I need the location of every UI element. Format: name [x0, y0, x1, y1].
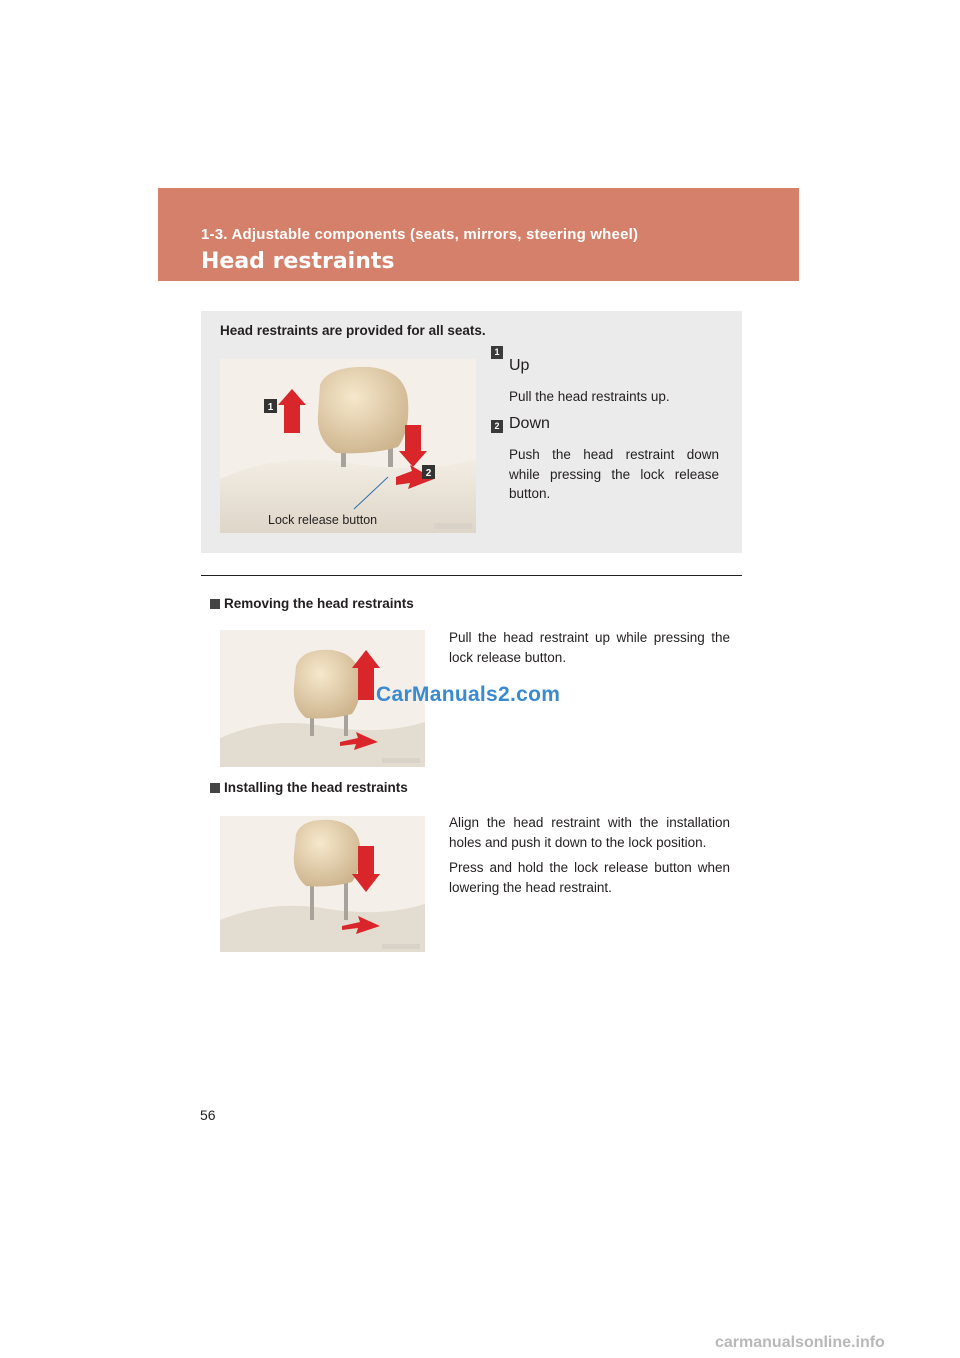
lock-release-label: Lock release button [268, 513, 378, 527]
installing-illustration [220, 816, 425, 952]
svg-text:2: 2 [425, 468, 432, 479]
intro-text: Head restraints are provided for all seats. [220, 323, 486, 338]
step-number-badge: 2 [491, 420, 503, 433]
bullet-square-icon [210, 599, 220, 609]
step-number-badge: 1 [491, 346, 503, 359]
head-restraint-illustration [220, 359, 476, 533]
installing-text-1: Align the head restraint with the installation holes and push it down to the lock position. [449, 815, 730, 850]
page-number: 56 [200, 1107, 216, 1123]
step-title-down: Down [509, 415, 550, 432]
installing-heading: Installing the head restraints [210, 780, 408, 795]
svg-text:1: 1 [267, 402, 274, 413]
page-title: Head restraints [201, 249, 395, 274]
step-desc-down: Push the head restraint down while pressing the lock release button. [509, 447, 719, 501]
step-desc-up: Pull the head restraints up. [509, 389, 670, 404]
installing-figure [220, 816, 425, 952]
bullet-square-icon [210, 783, 220, 793]
section-divider [201, 575, 742, 576]
removing-heading: Removing the head restraints [210, 596, 414, 611]
watermark: CarManuals2.com [376, 683, 561, 706]
footer-site: carmanualsonline.info [715, 1334, 885, 1351]
installing-text-2: Press and hold the lock release button when lowering the head restraint. [449, 860, 730, 895]
step-title-up: Up [509, 357, 530, 374]
head-restraint-figure [220, 359, 476, 533]
removing-text: Pull the head restraint up while pressing the lock release button. [449, 630, 730, 665]
section-title: 1-3. Adjustable components (seats, mirrors, steering wheel) [201, 226, 639, 243]
